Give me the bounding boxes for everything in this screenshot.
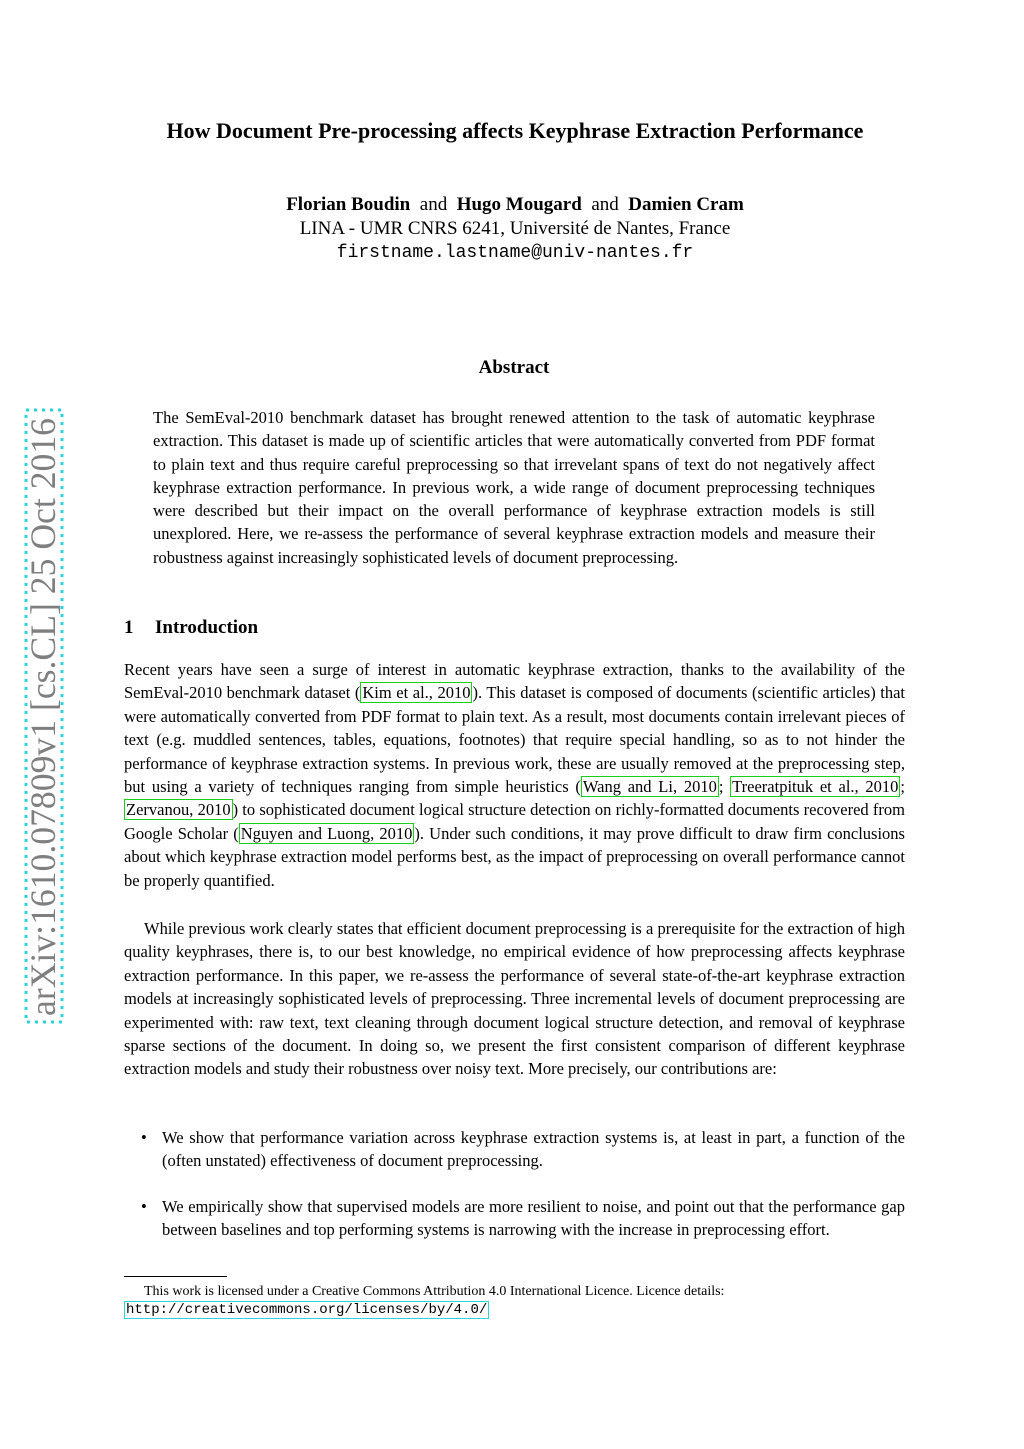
- author-list: [0, 194, 1024, 216]
- bullet-icon: •: [141, 1197, 147, 1216]
- licence-url-link[interactable]: http://creativecommons.org/licenses/by/4.0/: [126, 1302, 488, 1318]
- footnote-text: This work is licensed under a Creative Commons Attribution 4.0 International Licence. Licence details:: [144, 1284, 725, 1299]
- paragraph-text: ). Under such conditions, it may prove difficult to draw firm conclusions about which keyphrase extraction model performs best, as the impact of preprocessing on overall performance cannot be properly quantified.: [124, 823, 905, 890]
- citation-link[interactable]: Wang and Li, 2010: [582, 777, 717, 797]
- abstract-heading: Abstract: [478, 357, 550, 378]
- author-email: firstname.lastname@univ-nantes.fr: [336, 243, 694, 263]
- paragraph-text: ) to sophisticated document logical structure detection on richly-formatted documents recovered from Google Scholar (: [124, 800, 905, 843]
- citation-link[interactable]: Nguyen and Luong, 2010: [240, 823, 413, 843]
- bullet-icon: •: [141, 1128, 147, 1147]
- citation-link[interactable]: Zervanou, 2010: [126, 800, 231, 820]
- footnote: [124, 1283, 905, 1319]
- author-separator: and: [419, 194, 448, 215]
- citation-link[interactable]: Treeratpituk et al., 2010: [732, 777, 899, 797]
- section-title: Introduction: [155, 617, 259, 638]
- citation-separator: ;: [900, 777, 906, 797]
- contribution-bullet: [124, 1195, 905, 1242]
- author-name: Hugo Mougard: [456, 194, 582, 215]
- paragraph-text: ). This dataset is composed of documents (scientific articles) that were automatically converted from PDF format to plain text. As a result, most documents contain irrelevant pieces of text (e.g. muddled sentences, tables, equations, footnotes) that require special handling, so as to not hinder the performance of keyphrase extraction systems. In previous work, these are usually removed at the preprocessing step, but using a variety of techniques ranging from simple heuristics (: [124, 683, 905, 797]
- citation-separator: ;: [718, 777, 731, 797]
- paragraph-text: Recent years have seen a surge of interest in automatic keyphrase extraction, thanks to the availability of the SemEval-2010 benchmark dataset (: [124, 660, 905, 703]
- intro-paragraph-2: While previous work clearly states that efficient document preprocessing is a prerequisite for the extraction of high quality keyphrases, there is, to our best knowledge, no empirical evidence of how preprocessing affects keyphrase extraction performance. In this paper, we re-assess the performance of several state-of-the-art keyphrase extraction models at increasingly sophisticated levels of preprocessing. Three incremental levels of document preprocessing are experimented with: raw text, text cleaning through document logical structure detection, and removal of keyphrase sparse sections of the document. In doing so, we present the first consistent comparison of different keyphrase extraction models and study their robustness over noisy text. More precisely, our contributions are:: [124, 919, 905, 1079]
- author-name: Florian Boudin: [286, 194, 411, 215]
- abstract-text: The SemEval-2010 benchmark dataset has brought renewed attention to the task of automatic keyphrase extraction. This dataset is made up of scientific articles that were automatically converted from PDF format to plain text and thus require careful preprocessing so that irrevelant spans of text do not negatively affect keyphrase extraction performance. In previous work, a wide range of document preprocessing techniques were described but their impact on the overall performance of keyphrase extraction models is still unexplored. Here, we re-assess the performance of several keyphrase extraction models and measure their robustness against increasingly sophisticated levels of document preprocessing.: [153, 408, 875, 567]
- paper-title: How Document Pre-processing affects Keyphrase Extraction Performance: [166, 118, 864, 143]
- arxiv-identifier[interactable]: arXiv:1610.07809v1 [cs.CL] 25 Oct 2016: [23, 412, 63, 1016]
- affiliation: LINA - UMR CNRS 6241, Université de Nantes, France: [299, 218, 731, 239]
- bullet-text: We empirically show that supervised models are more resilient to noise, and point out that the performance gap between baselines and top performing systems is narrowing with the increase in preprocessing effort.: [162, 1197, 905, 1240]
- author-separator: and: [591, 194, 619, 215]
- citation-link[interactable]: Kim et al., 2010: [362, 683, 471, 703]
- section-heading: [124, 617, 258, 639]
- intro-paragraph-1: [124, 658, 905, 892]
- author-name: Damien Cram: [628, 194, 744, 215]
- contribution-bullet: [124, 1126, 905, 1173]
- bullet-text: We show that performance variation across keyphrase extraction systems is, at least in part, a function of the (often unstated) effectiveness of document preprocessing.: [162, 1128, 905, 1171]
- footnote-rule: [124, 1276, 227, 1277]
- section-number: 1: [124, 617, 134, 638]
